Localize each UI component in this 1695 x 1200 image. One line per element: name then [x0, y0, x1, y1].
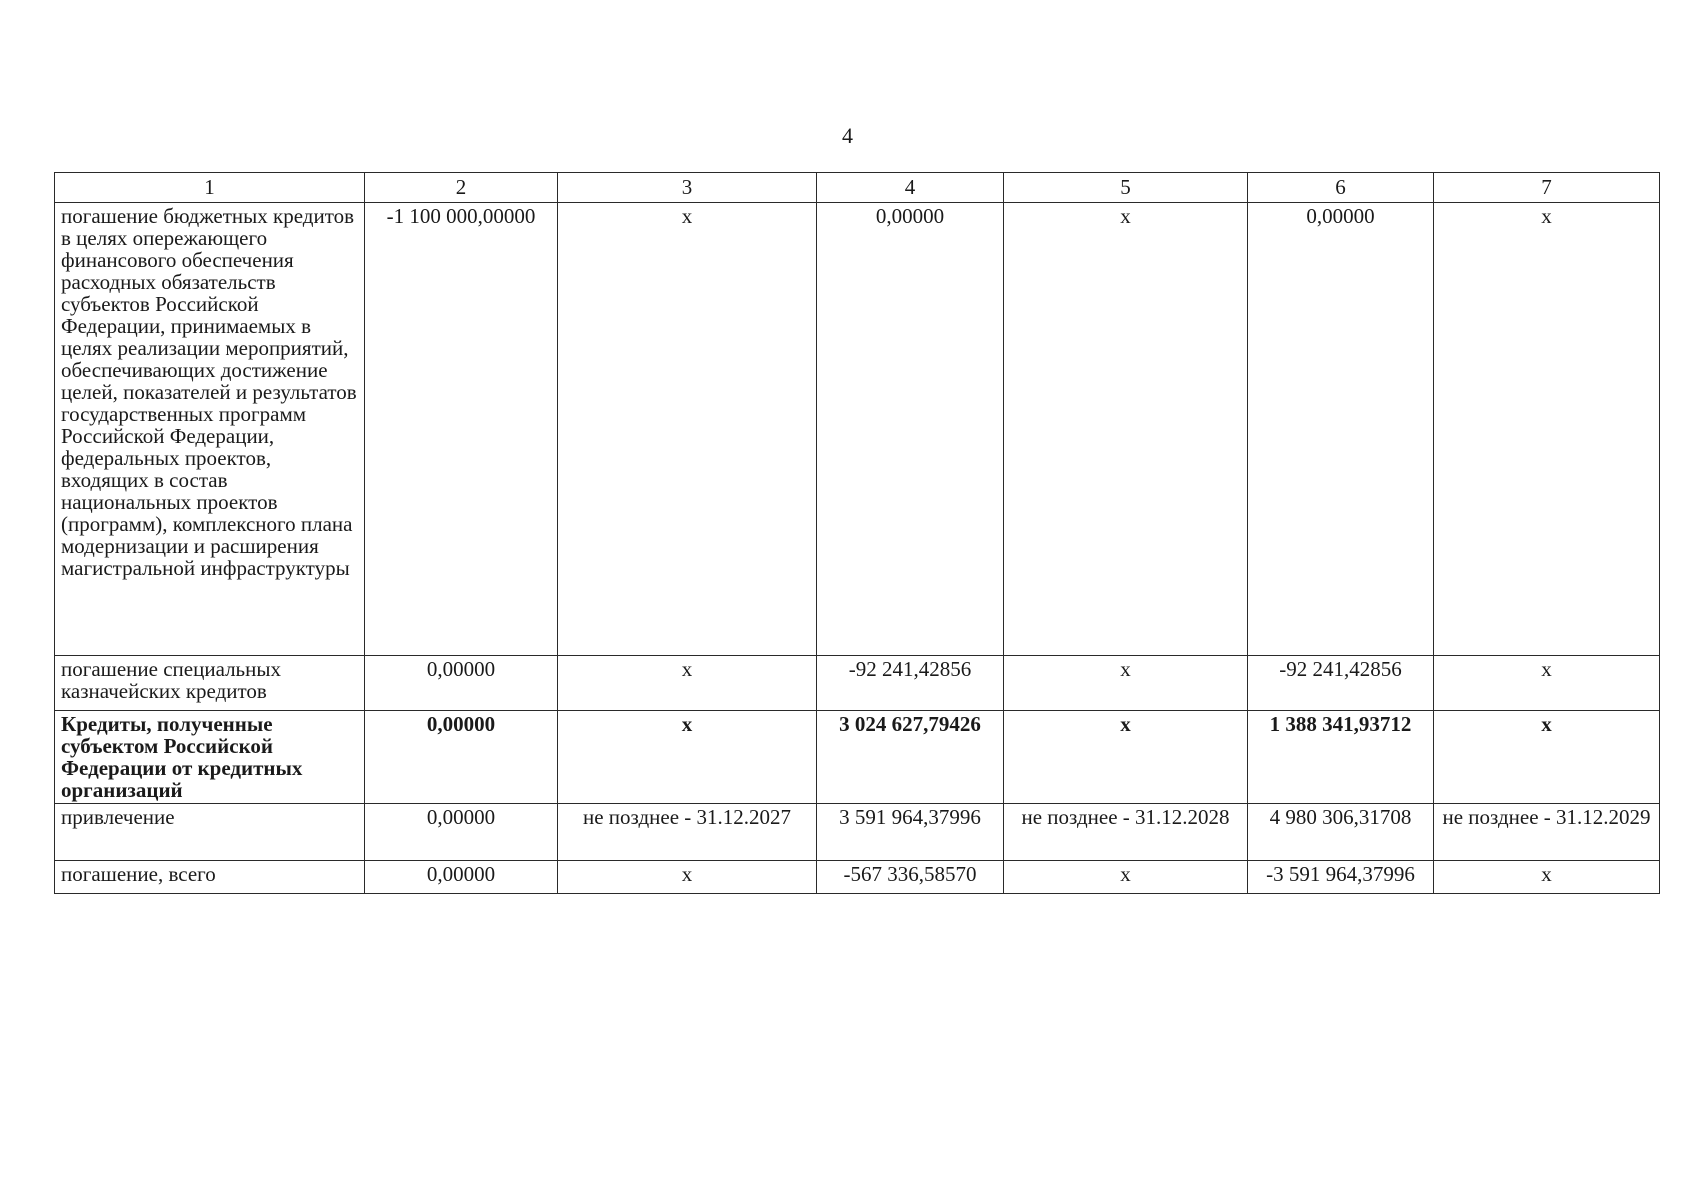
cell-value: не позднее - 31.12.2029 [1434, 804, 1660, 861]
column-number-header: 5 [1004, 173, 1248, 203]
cell-value: 0,00000 [365, 804, 558, 861]
cell-value: x [1434, 656, 1660, 711]
table-row [55, 861, 1660, 894]
cell-value: 0,00000 [365, 861, 558, 894]
cell-value: 1 388 341,93712 [1248, 711, 1434, 804]
page-number: 4 [842, 123, 853, 148]
cell-value: x [558, 861, 817, 894]
row-description: погашение, всего [55, 861, 365, 894]
budget-table [54, 172, 1660, 894]
cell-value: x [1004, 711, 1248, 804]
cell-value: не позднее - 31.12.2028 [1004, 804, 1248, 861]
cell-value: 3 591 964,37996 [817, 804, 1004, 861]
table-row [55, 711, 1660, 804]
cell-value: x [1434, 711, 1660, 804]
table-header-row [55, 173, 1660, 203]
cell-value: x [1004, 861, 1248, 894]
cell-value: -567 336,58570 [817, 861, 1004, 894]
cell-value: -92 241,42856 [817, 656, 1004, 711]
table-row [55, 804, 1660, 861]
cell-value: 0,00000 [1248, 203, 1434, 656]
cell-value: x [1434, 861, 1660, 894]
column-number-header: 7 [1434, 173, 1660, 203]
cell-value: -92 241,42856 [1248, 656, 1434, 711]
row-description: погашение специальных казначейских кредитов [55, 656, 365, 711]
column-number-header: 3 [558, 173, 817, 203]
cell-value: x [558, 203, 817, 656]
cell-value: 0,00000 [365, 656, 558, 711]
cell-value: x [558, 656, 817, 711]
row-description: погашение бюджетных кредитов в целях опережающего финансового обеспечения расходных обязательств субъектов Российской Федерации, принимаемых в целях реализации мероприятий, обеспечивающих достижение целей, показателей и результатов государственных программ Российской Федерации, федеральных проектов, входящих в состав национальных проектов (программ), комплексного плана модернизации и расширения магистральной инфраструктуры [55, 203, 365, 656]
column-number-header: 6 [1248, 173, 1434, 203]
table-row [55, 656, 1660, 711]
cell-value: -1 100 000,00000 [365, 203, 558, 656]
cell-value: x [1004, 203, 1248, 656]
cell-value: не позднее - 31.12.2027 [558, 804, 817, 861]
column-number-header: 2 [365, 173, 558, 203]
cell-value: x [1434, 203, 1660, 656]
row-description: привлечение [55, 804, 365, 861]
cell-value: x [558, 711, 817, 804]
column-number-header: 1 [55, 173, 365, 203]
cell-value: 0,00000 [365, 711, 558, 804]
cell-value: -3 591 964,37996 [1248, 861, 1434, 894]
cell-value: 3 024 627,79426 [817, 711, 1004, 804]
row-description: Кредиты, полученные субъектом Российской Федерации от кредитных организаций [55, 711, 365, 804]
cell-value: x [1004, 656, 1248, 711]
column-number-header: 4 [817, 173, 1004, 203]
cell-value: 0,00000 [817, 203, 1004, 656]
table-row [55, 203, 1660, 656]
cell-value: 4 980 306,31708 [1248, 804, 1434, 861]
